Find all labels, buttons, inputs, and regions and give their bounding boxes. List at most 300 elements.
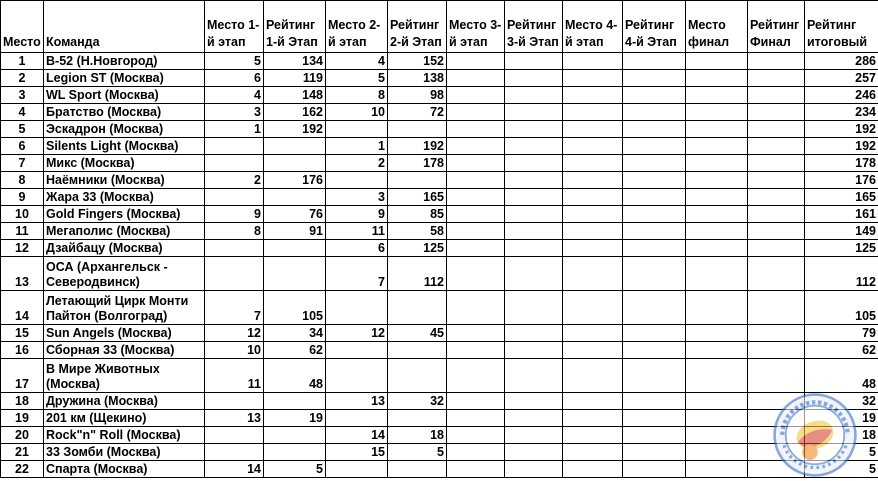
table-row — [1, 172, 878, 189]
value-cell — [447, 461, 505, 478]
value-cell — [205, 444, 264, 461]
value-cell — [563, 189, 623, 206]
value-cell: 62 — [805, 342, 878, 359]
value-cell — [505, 70, 563, 87]
value-cell: 34 — [264, 325, 326, 342]
value-cell — [447, 257, 505, 291]
value-cell — [623, 206, 686, 223]
value-cell: 138 — [388, 70, 447, 87]
value-cell — [326, 359, 388, 393]
value-cell — [563, 223, 623, 240]
value-cell — [563, 410, 623, 427]
value-cell — [447, 223, 505, 240]
value-cell — [505, 223, 563, 240]
value-cell — [447, 155, 505, 172]
value-cell — [505, 291, 563, 325]
table-row — [1, 257, 878, 291]
value-cell — [264, 427, 326, 444]
value-cell — [447, 104, 505, 121]
value-cell — [326, 461, 388, 478]
value-cell — [205, 240, 264, 257]
value-cell — [563, 104, 623, 121]
value-cell: 5 — [388, 444, 447, 461]
value-cell — [447, 53, 505, 70]
value-cell — [686, 444, 748, 461]
place-cell: 2 — [1, 70, 44, 87]
team-name-cell: Сборная 33 (Москва) — [44, 342, 205, 359]
value-cell — [505, 206, 563, 223]
value-cell — [623, 240, 686, 257]
place-cell: 6 — [1, 138, 44, 155]
value-cell — [748, 461, 805, 478]
value-cell — [686, 87, 748, 104]
value-cell — [447, 342, 505, 359]
value-cell: 148 — [264, 87, 326, 104]
value-cell — [205, 393, 264, 410]
value-cell — [264, 138, 326, 155]
team-name-cell: Legion ST (Москва) — [44, 70, 205, 87]
place-cell: 16 — [1, 342, 44, 359]
value-cell: 32 — [388, 393, 447, 410]
team-name-cell: Gold Fingers (Москва) — [44, 206, 205, 223]
value-cell: 8 — [326, 87, 388, 104]
value-cell: 48 — [805, 359, 878, 393]
value-cell — [447, 189, 505, 206]
column-header-1: Команда — [44, 1, 205, 53]
value-cell — [623, 342, 686, 359]
value-cell — [748, 427, 805, 444]
team-name-cell: ОСА (Архангельск - Северодвинск) — [44, 257, 205, 291]
value-cell — [623, 427, 686, 444]
place-cell: 3 — [1, 87, 44, 104]
value-cell: 1 — [326, 138, 388, 155]
value-cell — [326, 410, 388, 427]
value-cell: 7 — [205, 291, 264, 325]
team-name-cell: Sun Angels (Москва) — [44, 325, 205, 342]
table-row — [1, 155, 878, 172]
value-cell — [623, 393, 686, 410]
value-cell — [563, 342, 623, 359]
value-cell — [748, 189, 805, 206]
value-cell: 48 — [264, 359, 326, 393]
column-header-12: Рейтинг итоговый — [805, 1, 878, 53]
value-cell — [447, 138, 505, 155]
value-cell — [748, 172, 805, 189]
value-cell — [686, 240, 748, 257]
value-cell — [623, 155, 686, 172]
value-cell — [505, 427, 563, 444]
value-cell — [563, 206, 623, 223]
value-cell: 192 — [805, 138, 878, 155]
value-cell — [563, 53, 623, 70]
value-cell: 10 — [205, 342, 264, 359]
value-cell — [748, 291, 805, 325]
value-cell — [563, 87, 623, 104]
place-cell: 1 — [1, 53, 44, 70]
value-cell — [686, 104, 748, 121]
table-row — [1, 342, 878, 359]
value-cell: 2 — [326, 155, 388, 172]
value-cell — [505, 53, 563, 70]
value-cell: 152 — [388, 53, 447, 70]
value-cell — [388, 121, 447, 138]
value-cell — [686, 325, 748, 342]
team-name-cell: В Мире Животных (Москва) — [44, 359, 205, 393]
place-cell: 10 — [1, 206, 44, 223]
value-cell: 125 — [388, 240, 447, 257]
value-cell — [563, 291, 623, 325]
value-cell: 257 — [805, 70, 878, 87]
value-cell: 5 — [326, 70, 388, 87]
team-name-cell: Летающий Цирк Монти Пайтон (Волгоград) — [44, 291, 205, 325]
value-cell — [563, 155, 623, 172]
value-cell — [748, 223, 805, 240]
value-cell — [686, 223, 748, 240]
value-cell: 13 — [326, 393, 388, 410]
value-cell: 105 — [805, 291, 878, 325]
value-cell — [505, 240, 563, 257]
team-name-cell: В-52 (Н.Новгород) — [44, 53, 205, 70]
value-cell — [686, 342, 748, 359]
team-name-cell: Братство (Москва) — [44, 104, 205, 121]
place-cell: 11 — [1, 223, 44, 240]
value-cell: 5 — [805, 461, 878, 478]
place-cell: 13 — [1, 257, 44, 291]
value-cell: 6 — [326, 240, 388, 257]
value-cell — [686, 427, 748, 444]
value-cell — [623, 325, 686, 342]
value-cell — [623, 104, 686, 121]
team-name-cell: Эскадрон (Москва) — [44, 121, 205, 138]
value-cell: 62 — [264, 342, 326, 359]
value-cell — [686, 393, 748, 410]
value-cell: 5 — [205, 53, 264, 70]
value-cell — [686, 155, 748, 172]
value-cell: 8 — [205, 223, 264, 240]
value-cell: 18 — [805, 427, 878, 444]
value-cell — [388, 172, 447, 189]
value-cell — [686, 206, 748, 223]
value-cell: 165 — [805, 189, 878, 206]
value-cell — [388, 359, 447, 393]
value-cell: 11 — [205, 359, 264, 393]
value-cell — [264, 444, 326, 461]
table-row — [1, 461, 878, 478]
value-cell: 91 — [264, 223, 326, 240]
value-cell: 1 — [205, 121, 264, 138]
value-cell — [563, 325, 623, 342]
table-row — [1, 410, 878, 427]
team-name-cell: 201 км (Щекино) — [44, 410, 205, 427]
place-cell: 15 — [1, 325, 44, 342]
value-cell — [447, 444, 505, 461]
team-name-cell: Наёмники (Москва) — [44, 172, 205, 189]
column-header-7: Рейтинг 3-й Этап — [505, 1, 563, 53]
value-cell — [505, 138, 563, 155]
value-cell — [748, 53, 805, 70]
value-cell: 246 — [805, 87, 878, 104]
value-cell — [326, 121, 388, 138]
value-cell — [505, 189, 563, 206]
value-cell: 192 — [805, 121, 878, 138]
value-cell — [505, 359, 563, 393]
value-cell — [388, 291, 447, 325]
table-row — [1, 104, 878, 121]
value-cell — [326, 291, 388, 325]
value-cell — [748, 240, 805, 257]
table-row — [1, 189, 878, 206]
place-cell: 20 — [1, 427, 44, 444]
column-header-11: Рейтинг Финал — [748, 1, 805, 53]
table-row — [1, 70, 878, 87]
value-cell — [748, 325, 805, 342]
value-cell: 14 — [205, 461, 264, 478]
value-cell — [264, 393, 326, 410]
value-cell — [563, 427, 623, 444]
value-cell — [686, 70, 748, 87]
value-cell — [623, 359, 686, 393]
value-cell — [205, 427, 264, 444]
team-name-cell: Жара 33 (Москва) — [44, 189, 205, 206]
place-cell: 19 — [1, 410, 44, 427]
value-cell — [505, 257, 563, 291]
value-cell — [505, 121, 563, 138]
place-cell: 22 — [1, 461, 44, 478]
value-cell: 98 — [388, 87, 447, 104]
column-header-0: Место — [1, 1, 44, 53]
value-cell — [623, 189, 686, 206]
value-cell — [623, 461, 686, 478]
value-cell: 176 — [264, 172, 326, 189]
value-cell — [563, 444, 623, 461]
value-cell: 13 — [205, 410, 264, 427]
value-cell — [563, 70, 623, 87]
place-cell: 9 — [1, 189, 44, 206]
value-cell — [505, 104, 563, 121]
column-header-2: Место 1-й этап — [205, 1, 264, 53]
value-cell: 112 — [805, 257, 878, 291]
value-cell: 79 — [805, 325, 878, 342]
value-cell: 5 — [264, 461, 326, 478]
place-cell: 8 — [1, 172, 44, 189]
value-cell: 7 — [326, 257, 388, 291]
value-cell — [447, 393, 505, 410]
value-cell — [505, 342, 563, 359]
value-cell — [563, 240, 623, 257]
column-header-5: Рейтинг 2-й Этап — [388, 1, 447, 53]
table-row — [1, 87, 878, 104]
value-cell — [447, 291, 505, 325]
value-cell — [264, 257, 326, 291]
column-header-9: Рейтинг 4-й Этап — [623, 1, 686, 53]
value-cell — [686, 121, 748, 138]
value-cell: 11 — [326, 223, 388, 240]
value-cell: 14 — [326, 427, 388, 444]
value-cell — [447, 427, 505, 444]
value-cell — [686, 172, 748, 189]
value-cell — [686, 189, 748, 206]
team-name-cell: Дзайбацу (Москва) — [44, 240, 205, 257]
value-cell: 134 — [264, 53, 326, 70]
header-row — [1, 1, 878, 53]
value-cell — [264, 189, 326, 206]
value-cell: 176 — [805, 172, 878, 189]
value-cell — [505, 444, 563, 461]
value-cell — [205, 257, 264, 291]
value-cell — [748, 104, 805, 121]
value-cell — [623, 121, 686, 138]
value-cell — [505, 87, 563, 104]
value-cell — [748, 393, 805, 410]
value-cell: 161 — [805, 206, 878, 223]
value-cell: 192 — [388, 138, 447, 155]
value-cell — [447, 121, 505, 138]
team-name-cell: Дружина (Москва) — [44, 393, 205, 410]
table-body — [1, 53, 878, 478]
value-cell — [563, 121, 623, 138]
table-row — [1, 53, 878, 70]
value-cell — [748, 359, 805, 393]
column-header-6: Место 3-й этап — [447, 1, 505, 53]
value-cell: 45 — [388, 325, 447, 342]
value-cell — [748, 342, 805, 359]
column-header-10: Место финал — [686, 1, 748, 53]
column-header-8: Место 4-й этап — [563, 1, 623, 53]
value-cell — [623, 172, 686, 189]
value-cell — [447, 410, 505, 427]
value-cell — [623, 410, 686, 427]
value-cell — [748, 121, 805, 138]
value-cell: 9 — [205, 206, 264, 223]
value-cell: 2 — [205, 172, 264, 189]
place-cell: 18 — [1, 393, 44, 410]
column-header-3: Рейтинг 1-й Этап — [264, 1, 326, 53]
value-cell — [748, 155, 805, 172]
value-cell: 3 — [205, 104, 264, 121]
place-cell: 4 — [1, 104, 44, 121]
value-cell — [623, 223, 686, 240]
team-name-cell: 33 Зомби (Москва) — [44, 444, 205, 461]
value-cell: 58 — [388, 223, 447, 240]
value-cell — [748, 410, 805, 427]
value-cell: 165 — [388, 189, 447, 206]
value-cell — [505, 155, 563, 172]
value-cell: 85 — [388, 206, 447, 223]
value-cell — [505, 461, 563, 478]
value-cell — [748, 138, 805, 155]
value-cell: 119 — [264, 70, 326, 87]
value-cell — [447, 240, 505, 257]
value-cell — [563, 359, 623, 393]
value-cell — [563, 461, 623, 478]
value-cell: 76 — [264, 206, 326, 223]
value-cell — [748, 206, 805, 223]
place-cell: 7 — [1, 155, 44, 172]
place-cell: 14 — [1, 291, 44, 325]
value-cell: 10 — [326, 104, 388, 121]
value-cell: 19 — [264, 410, 326, 427]
value-cell: 12 — [326, 325, 388, 342]
place-cell: 5 — [1, 121, 44, 138]
value-cell — [686, 53, 748, 70]
value-cell — [623, 87, 686, 104]
value-cell: 19 — [805, 410, 878, 427]
value-cell — [563, 172, 623, 189]
value-cell — [447, 206, 505, 223]
table-row — [1, 240, 878, 257]
value-cell — [686, 138, 748, 155]
value-cell: 178 — [388, 155, 447, 172]
value-cell — [326, 342, 388, 359]
value-cell — [388, 342, 447, 359]
value-cell: 6 — [205, 70, 264, 87]
value-cell — [505, 325, 563, 342]
table-row — [1, 427, 878, 444]
value-cell — [505, 410, 563, 427]
value-cell — [563, 257, 623, 291]
value-cell: 4 — [205, 87, 264, 104]
value-cell: 125 — [805, 240, 878, 257]
team-name-cell: Silents Light (Москва) — [44, 138, 205, 155]
place-cell: 12 — [1, 240, 44, 257]
value-cell: 18 — [388, 427, 447, 444]
value-cell — [264, 240, 326, 257]
value-cell — [623, 70, 686, 87]
value-cell — [447, 70, 505, 87]
team-name-cell: Мегаполис (Москва) — [44, 223, 205, 240]
value-cell — [505, 172, 563, 189]
value-cell — [205, 155, 264, 172]
table-row — [1, 206, 878, 223]
value-cell: 178 — [805, 155, 878, 172]
table-row — [1, 223, 878, 240]
value-cell — [623, 444, 686, 461]
value-cell — [686, 257, 748, 291]
value-cell — [205, 138, 264, 155]
value-cell: 105 — [264, 291, 326, 325]
table-row — [1, 325, 878, 342]
value-cell: 149 — [805, 223, 878, 240]
value-cell — [447, 359, 505, 393]
value-cell: 112 — [388, 257, 447, 291]
value-cell — [388, 410, 447, 427]
value-cell — [623, 138, 686, 155]
value-cell — [748, 87, 805, 104]
value-cell — [264, 155, 326, 172]
value-cell: 72 — [388, 104, 447, 121]
value-cell: 32 — [805, 393, 878, 410]
value-cell — [447, 325, 505, 342]
table-row — [1, 393, 878, 410]
value-cell — [748, 444, 805, 461]
value-cell: 9 — [326, 206, 388, 223]
team-name-cell: Rock"n" Roll (Москва) — [44, 427, 205, 444]
value-cell — [447, 172, 505, 189]
team-name-cell: Спарта (Москва) — [44, 461, 205, 478]
value-cell — [748, 70, 805, 87]
table-row — [1, 444, 878, 461]
value-cell: 162 — [264, 104, 326, 121]
value-cell — [563, 138, 623, 155]
value-cell — [326, 172, 388, 189]
value-cell — [686, 461, 748, 478]
column-header-4: Место 2-й этап — [326, 1, 388, 53]
value-cell — [388, 461, 447, 478]
value-cell: 5 — [805, 444, 878, 461]
place-cell: 21 — [1, 444, 44, 461]
value-cell — [686, 359, 748, 393]
value-cell: 15 — [326, 444, 388, 461]
